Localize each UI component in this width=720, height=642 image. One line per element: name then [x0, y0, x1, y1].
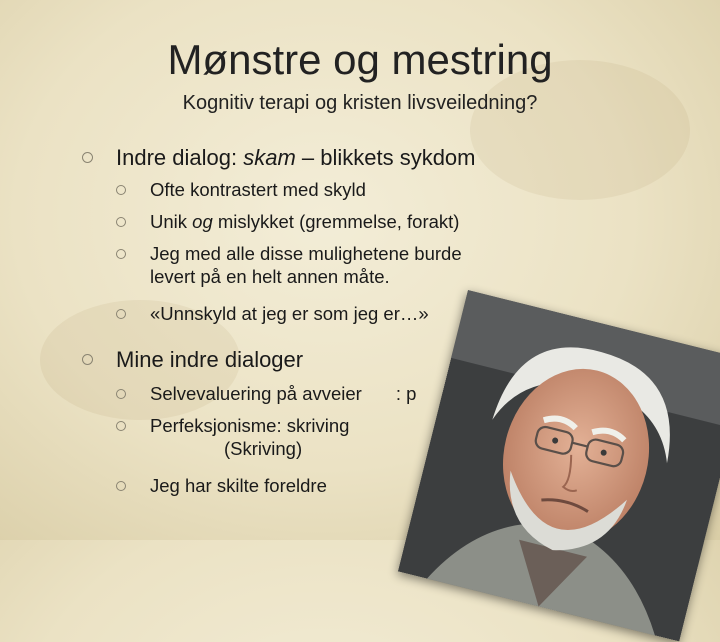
- bullet-text: Indre dialog: skam – blikkets sykdom: [116, 145, 476, 170]
- slide-subtitle: Kognitiv terapi og kristen livsveiledning?: [182, 92, 538, 114]
- subbullet-perfectionism: [116, 414, 349, 460]
- subbullet-contrast: [116, 178, 366, 201]
- bullet-text: Unik og mislykket (gremmelse, forakt): [150, 211, 460, 232]
- bullet-icon: [116, 389, 126, 399]
- subbullet-divorced-parents: [116, 474, 327, 497]
- bullet-icon: [116, 217, 126, 227]
- bullet-icon: [116, 481, 126, 491]
- subbullet-sorry: [116, 302, 429, 325]
- bullet-text: «Unnskyld at jeg er som jeg er…»: [150, 303, 429, 324]
- bullet-text: Jeg med alle disse mulighetene burde levert på en helt annen måte.: [150, 243, 462, 288]
- subbullet-self-evaluation: [116, 382, 416, 405]
- subbullet-possibilities: [116, 242, 462, 288]
- subbullet-unique: [116, 210, 459, 233]
- portrait-image: [398, 290, 720, 642]
- bullet-icon: [116, 185, 126, 195]
- bullet-text: Mine indre dialoger: [116, 347, 304, 372]
- slide-title: Mønstre og mestring: [167, 36, 553, 83]
- bullet-icon: [116, 421, 126, 431]
- bullet-text: Selvevaluering på avveier : p: [150, 383, 417, 404]
- portrait-photo: [398, 290, 720, 642]
- bullet-icon: [116, 309, 126, 319]
- bullet-my-dialogues: [82, 346, 303, 374]
- bullet-text: Ofte kontrastert med skyld: [150, 179, 366, 200]
- bullet-inner-dialogue: [82, 144, 476, 172]
- bullet-icon: [82, 354, 93, 365]
- bullet-text: Jeg har skilte foreldre: [150, 475, 327, 496]
- bullet-icon: [116, 249, 126, 259]
- bullet-icon: [82, 152, 93, 163]
- bullet-text: Perfeksjonisme: skriving (Skriving): [150, 415, 350, 460]
